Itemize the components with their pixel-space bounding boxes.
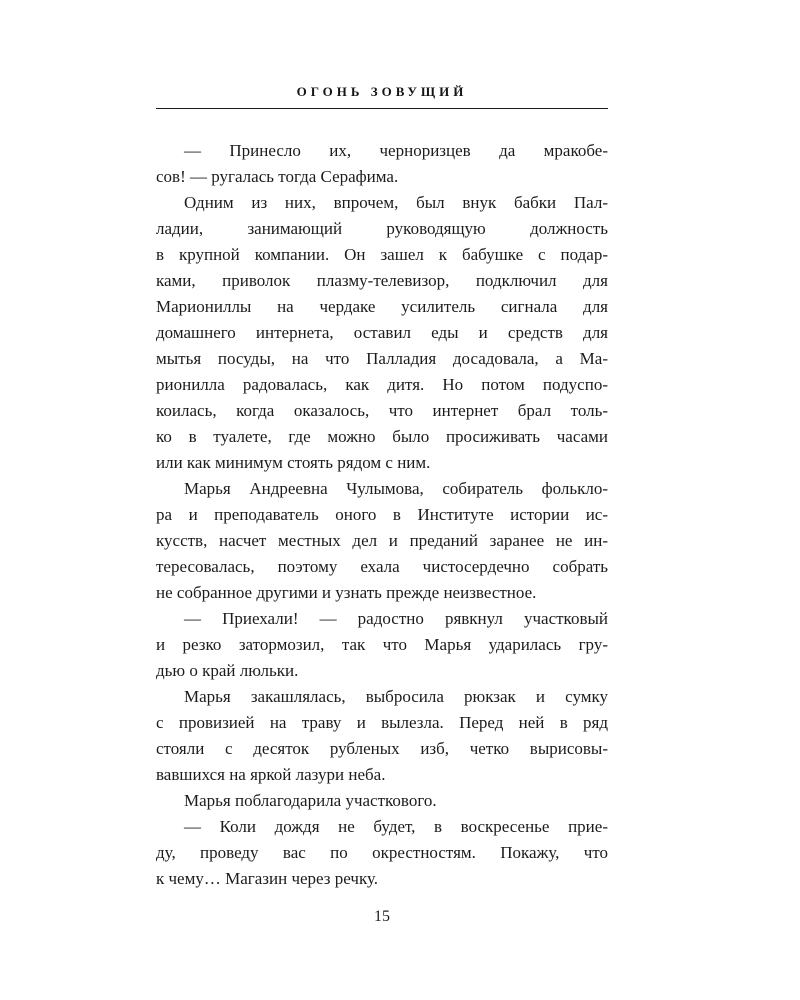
- text-line: к чему… Магазин через речку.: [156, 869, 379, 888]
- text-line: Марья закашлялась, выбросила рюкзак и сумку: [184, 687, 608, 706]
- text-line: домашнего интернета, оставил еды и средств для: [156, 323, 608, 342]
- text-line: ра и преподаватель оного в Институте истории ис-: [156, 505, 608, 524]
- text-line: кусств, насчет местных дел и преданий заранее не ин-: [156, 531, 608, 550]
- text-line: ладии, занимающий руководящую должность: [156, 219, 608, 238]
- text-line: и резко затормозил, так что Марья ударилась гру-: [156, 635, 608, 654]
- text-line: — Принесло их, черноризцев да мракобе-: [184, 141, 608, 160]
- text-line: — Коли дождя не будет, в воскресенье прие-: [184, 817, 608, 836]
- text-line: дью о край люльки.: [156, 661, 299, 680]
- content-column: [156, 84, 608, 926]
- text-line: ками, приволок плазму-телевизор, подключил для: [156, 271, 608, 290]
- text-line: вавшихся на яркой лазури неба.: [156, 765, 386, 784]
- book-title-header: ОГОНЬ ЗОВУЩИЙ: [296, 84, 468, 99]
- header-rule: [156, 108, 608, 109]
- text-line: Одним из них, впрочем, был внук бабки Пал-: [184, 193, 608, 212]
- text-line: рионилла радовалась, как дитя. Но потом подуспо-: [156, 375, 608, 394]
- body-text: [156, 138, 608, 892]
- text-line: ко в туалете, где можно было просиживать часами: [156, 427, 608, 446]
- text-line: — Приехали! — радостно рявкнул участковый: [184, 609, 608, 628]
- text-line: сов! — ругалась тогда Серафима.: [156, 167, 399, 186]
- text-line: или как минимум стоять рядом с ним.: [156, 453, 431, 472]
- text-line: с провизией на траву и вылезла. Перед ней в ряд: [156, 713, 608, 732]
- text-line: ду, проведу вас по окрестностям. Покажу, что: [156, 843, 608, 862]
- text-line: в крупной компании. Он зашел к бабушке с подар-: [156, 245, 608, 264]
- text-line: мытья посуды, на что Палладия досадовала, а Ма-: [156, 349, 608, 368]
- running-header: [156, 84, 608, 109]
- text-line: не собранное другими и узнать прежде неизвестное.: [156, 583, 537, 602]
- page-number: 15: [374, 908, 390, 925]
- text-line: коилась, когда оказалось, что интернет брал толь-: [156, 401, 608, 420]
- text-line: стояли с десяток рубленых изб, четко вырисовы-: [156, 739, 608, 758]
- text-line: Марья поблагодарила участкового.: [184, 791, 437, 810]
- text-line: тересовалась, поэтому ехала чистосердечно собрать: [156, 557, 608, 576]
- text-line: Марья Андреевна Чулымова, собиратель фолькло-: [184, 479, 608, 498]
- text-line: Мариониллы на чердаке усилитель сигнала для: [156, 297, 608, 316]
